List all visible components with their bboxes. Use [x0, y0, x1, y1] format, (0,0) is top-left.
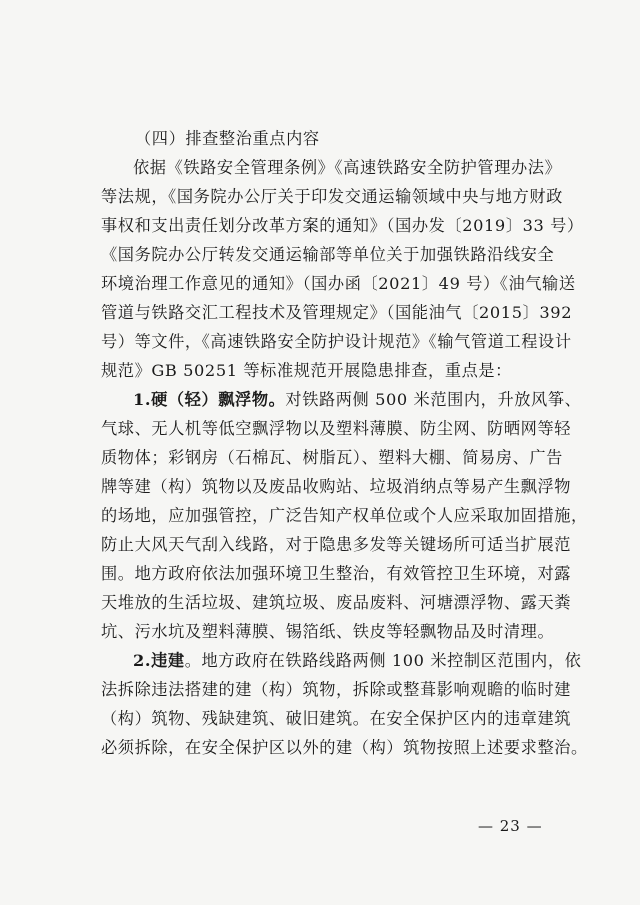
item-1-label: 1.硬（轻）飘浮物。	[133, 390, 286, 409]
text-line	[101, 646, 582, 675]
page-number: — 23 —	[478, 817, 543, 835]
document-body	[101, 124, 588, 762]
text-line: 等法规，《国务院办公厅关于印发交通运输领域中央与地方财政	[101, 187, 563, 206]
text-line: 环境治理工作意见的通知》（国办函〔2021〕49 号）《油气输送	[101, 274, 576, 293]
item-2-first-line: 。地方政府在铁路线路两侧 100 米控制区范围内，依	[184, 651, 582, 670]
paragraph-item-1	[101, 385, 588, 646]
text-line: 事权和支出责任划分改革方案的通知》（国办发〔2019〕33 号）	[101, 216, 584, 235]
paragraph-item-2	[101, 646, 588, 762]
text-line: 号）等文件，《高速铁路安全防护设计规范》《输气管道工程设计	[101, 332, 572, 351]
text-line: 质物体；彩钢房（石棉瓦、树脂瓦）、塑料大棚、简易房、广告	[101, 448, 563, 467]
text-line: 天堆放的生活垃圾、建筑垃圾、废品废料、河塘漂浮物、露天粪	[101, 593, 572, 612]
section-heading: （四）排查整治重点内容	[135, 129, 320, 148]
text-line: 气球、无人机等低空飘浮物以及塑料薄膜、防尘网、防晒网等轻	[101, 419, 572, 438]
text-line: 规范》GB 50251 等标准规范开展隐患排查，重点是：	[101, 361, 512, 380]
text-line	[101, 385, 582, 414]
item-1-first-line: 对铁路两侧 500 米范围内，升放风筝、	[285, 390, 582, 409]
text-line: 的场地，应加强管控，广泛告知产权单位或个人应采取加固措施，	[101, 506, 588, 525]
text-line: 牌等建（构）筑物以及废品收购站、垃圾消纳点等易产生飘浮物	[101, 477, 572, 496]
text-line: 法拆除违法搭建的建（构）筑物，拆除或整葺影响观瞻的临时建	[101, 680, 572, 699]
text-line: 防止大风天气刮入线路，对于隐患多发等关键场所可适当扩展范	[101, 535, 572, 554]
text-line: 围。地方政府依法加强环境卫生整治，有效管控卫生环境，对露	[101, 564, 572, 583]
text-line: （构）筑物、残缺建筑、破旧建筑。在安全保护区内的违章建筑	[101, 709, 572, 728]
text-line: 管道与铁路交汇工程技术及管理规定》（国能油气〔2015〕392	[101, 303, 573, 322]
item-2-label: 2.违建	[133, 651, 185, 670]
text-line: 必须拆除，在安全保护区以外的建（构）筑物按照上述要求整治。	[101, 738, 588, 757]
paragraph-basis	[101, 153, 584, 385]
text-line: 坑、污水坑及塑料薄膜、锡箔纸、铁皮等轻飘物品及时清理。	[101, 622, 555, 641]
text-line: 依据《铁路安全管理条例》《高速铁路安全防护管理办法》	[133, 158, 562, 177]
text-line: 《国务院办公厅转发交通运输部等单位关于加强铁路沿线安全	[101, 245, 555, 264]
